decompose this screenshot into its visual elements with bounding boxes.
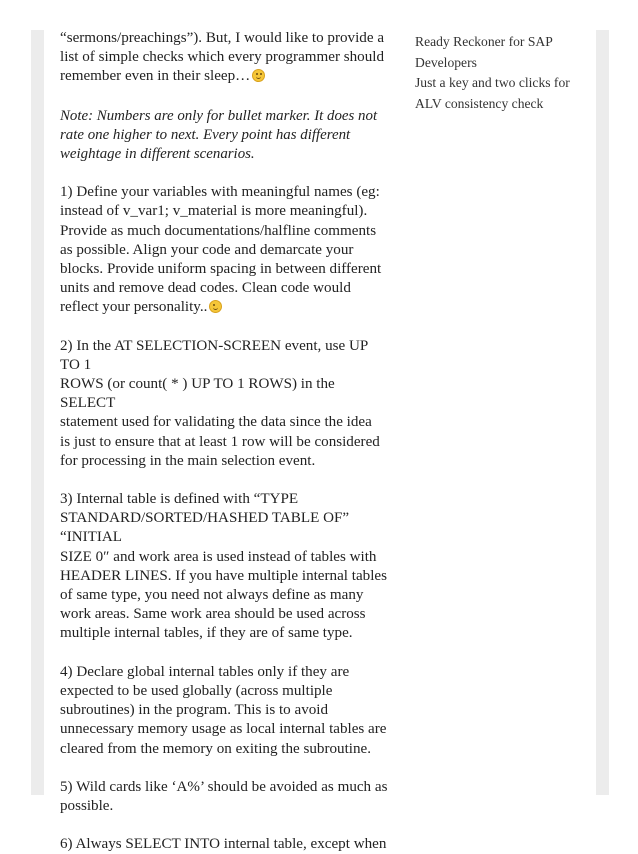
related-links xyxy=(406,30,596,114)
article-column xyxy=(44,30,406,853)
note-label: Note xyxy=(60,107,89,124)
point-3-paragraph: 3) Internal table is defined with “TYPE STANDARD/SORTED/HASHED TABLE OF” “INITIAL SIZE 0″ and work area is used instead of tables with HEADER LINES. If you have multiple internal tables of same type, you need not always define as many work areas. Same work area should be used across multiple internal tables, if they are of same type. xyxy=(60,491,387,642)
article-body xyxy=(44,30,390,854)
intro-paragraph: “sermons/preachings”). But, I would like to provide a list of simple checks which every programmer should remember even in their sleep… xyxy=(60,30,385,85)
point-4-paragraph: 4) Declare global internal tables only if they are expected to be used globally (across multiple subroutines) in the program. This is to avoid unnecessary memory usage as local internal tables are cleared from the memory on exiting the subroutine. xyxy=(60,663,387,757)
point-2-paragraph: 2) In the AT SELECTION-SCREEN event, use UP TO 1 ROWS (or count( * ) UP TO 1 ROWS) in the SELECT statement used for validating the data since the idea is just to ensure that at least 1 row will be considered for processing in the main selection event. xyxy=(60,337,380,469)
point-1-paragraph: 1) Define your variables with meaningful names (eg: instead of v_var1; v_material is more meaningful). Provide as much documentations/halfline comments as possible. Align your code and demarcate your blocks. Provide uniform spacing in between different units and remove dead codes. Clean code would reflect your personality.. xyxy=(60,184,382,316)
sidebar xyxy=(406,30,596,795)
related-link-alv-consistency[interactable]: Just a key and two clicks for ALV consistency check xyxy=(415,75,570,111)
note-paragraph: Note: Numbers are only for bullet marker. It does not rate one higher to next. Every point has different weightage in different scenarios. xyxy=(60,107,378,163)
related-link-ready-reckoner[interactable]: Ready Reckoner for SAP Developers xyxy=(415,34,553,70)
point-6-paragraph: 6) Always SELECT INTO internal table, except when xyxy=(60,836,387,853)
wink-icon xyxy=(209,300,222,313)
smile-icon xyxy=(252,69,265,82)
point-5-paragraph: 5) Wild cards like ‘A%’ should be avoided as much as possible. xyxy=(60,778,388,814)
